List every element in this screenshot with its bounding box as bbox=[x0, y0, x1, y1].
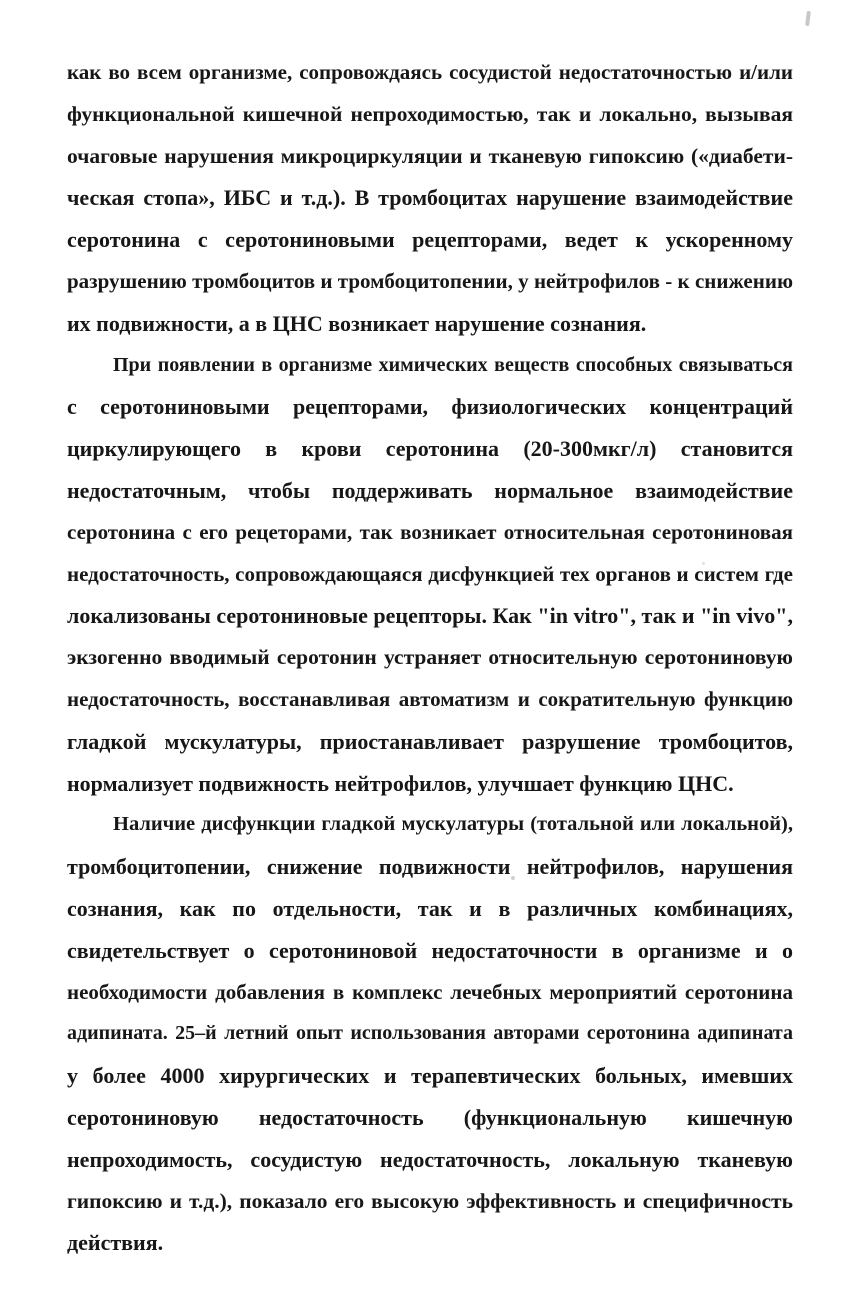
text-line bbox=[67, 1097, 793, 1139]
text-line-content: недостаточным, чтобы поддерживать нормальное взаимодействие bbox=[67, 477, 793, 503]
text-line-content: нормализует подвижность нейтрофилов, улучшает функцию ЦНС. bbox=[67, 770, 734, 796]
text-line bbox=[67, 428, 793, 470]
text-line-content: адипината. 25–й летний опыт использования авторами серотонина адипината bbox=[67, 1022, 793, 1045]
text-line bbox=[67, 52, 793, 94]
text-line bbox=[67, 554, 793, 596]
scan-artifact-tick bbox=[805, 11, 811, 26]
text-line-content: очаговые нарушения микроциркуляции и тканевую гипоксию («диабети- bbox=[67, 143, 793, 168]
text-line-content: недостаточность, сопровождающаяся дисфункцией тех органов и систем где bbox=[67, 561, 793, 586]
text-line bbox=[67, 386, 793, 428]
text-line bbox=[67, 1181, 793, 1223]
text-line bbox=[67, 261, 793, 303]
text-line bbox=[67, 1139, 793, 1181]
text-line bbox=[67, 1222, 793, 1264]
text-line bbox=[67, 763, 793, 805]
text-line bbox=[67, 888, 793, 930]
text-line bbox=[67, 595, 793, 637]
text-line-content: гипоксию и т.д.), показало его высокую эффективность и специфичность bbox=[67, 1188, 793, 1213]
text-line-content: циркулирующего в крови серотонина (20-300мкг/л) становится bbox=[67, 436, 793, 462]
text-line-content: гладкой мускулатуры, приостанавливает разрушение тромбоцитов, bbox=[67, 728, 793, 754]
text-line-content: с серотониновыми рецепторами, физиологических концентраций bbox=[67, 394, 793, 420]
text-line bbox=[67, 470, 793, 512]
text-line bbox=[67, 1013, 793, 1055]
text-line-content: свидетельствует о серотониновой недостаточности в организме и о bbox=[67, 937, 793, 963]
text-line-content: действия. bbox=[67, 1230, 164, 1256]
text-line-content: ческая стопа», ИБС и т.д.). В тромбоцитах нарушение взаимодействие bbox=[67, 185, 793, 211]
text-line bbox=[67, 136, 793, 178]
text-line bbox=[67, 804, 793, 846]
text-line bbox=[67, 219, 793, 261]
text-line bbox=[67, 94, 793, 136]
text-line-content: серотонина с его рецеторами, так возникает относительная серотониновая bbox=[67, 519, 793, 544]
text-line bbox=[67, 637, 793, 679]
document-text bbox=[67, 52, 793, 1264]
text-line-content: их подвижности, а в ЦНС возникает нарушение сознания. bbox=[67, 310, 647, 336]
text-line bbox=[67, 177, 793, 219]
text-line-content: непроходимость, сосудистую недостаточность, локальную тканевую bbox=[67, 1146, 793, 1172]
paragraph-2 bbox=[67, 345, 793, 805]
text-line-content: как во всем организме, сопровождаясь сосудистой недостаточностью и/или bbox=[67, 60, 793, 84]
text-line-content: При появлении в организме химических веществ способных связываться bbox=[113, 353, 793, 376]
text-line-content: недостаточность, восстанавливая автоматизм и сократительную функцию bbox=[67, 686, 793, 711]
text-line-content: сознания, как по отдельности, так и в различных комбинациях, bbox=[67, 895, 793, 921]
paragraph-1 bbox=[67, 52, 793, 345]
text-line bbox=[67, 972, 793, 1014]
text-line bbox=[67, 1055, 793, 1097]
text-line-content: Наличие дисфункции гладкой мускулатуры (тотальной или локальной), bbox=[113, 813, 793, 836]
text-line-content: разрушению тромбоцитов и тромбоцитопении, у нейтрофилов - к снижению bbox=[67, 268, 793, 293]
text-line-content: серотонина с серотониновыми рецепторами, ведет к ускоренному bbox=[67, 227, 793, 253]
text-line bbox=[67, 846, 793, 888]
text-line-content: тромбоцитопении, снижение подвижности нейтрофилов, нарушения bbox=[67, 854, 793, 880]
text-line bbox=[67, 679, 793, 721]
text-line-content: серотониновую недостаточность (функциональную кишечную bbox=[67, 1104, 793, 1130]
text-line bbox=[67, 721, 793, 763]
text-line bbox=[67, 512, 793, 554]
text-line bbox=[67, 303, 793, 345]
text-line bbox=[67, 345, 793, 387]
text-line-content: локализованы серотониновые рецепторы. Как "in vitro", так и "in vivo", bbox=[67, 603, 793, 629]
paragraph-3 bbox=[67, 804, 793, 1264]
text-line-content: функциональной кишечной непроходимостью, так и локально, вызывая bbox=[67, 101, 793, 126]
text-line-content: у более 4000 хирургических и терапевтических больных, имевших bbox=[67, 1063, 793, 1089]
text-line bbox=[67, 930, 793, 972]
text-line-content: необходимости добавления в комплекс лечебных мероприятий серотонина bbox=[67, 979, 793, 1004]
text-line-content: экзогенно вводимый серотонин устраняет относительную серотониновую bbox=[67, 645, 793, 670]
